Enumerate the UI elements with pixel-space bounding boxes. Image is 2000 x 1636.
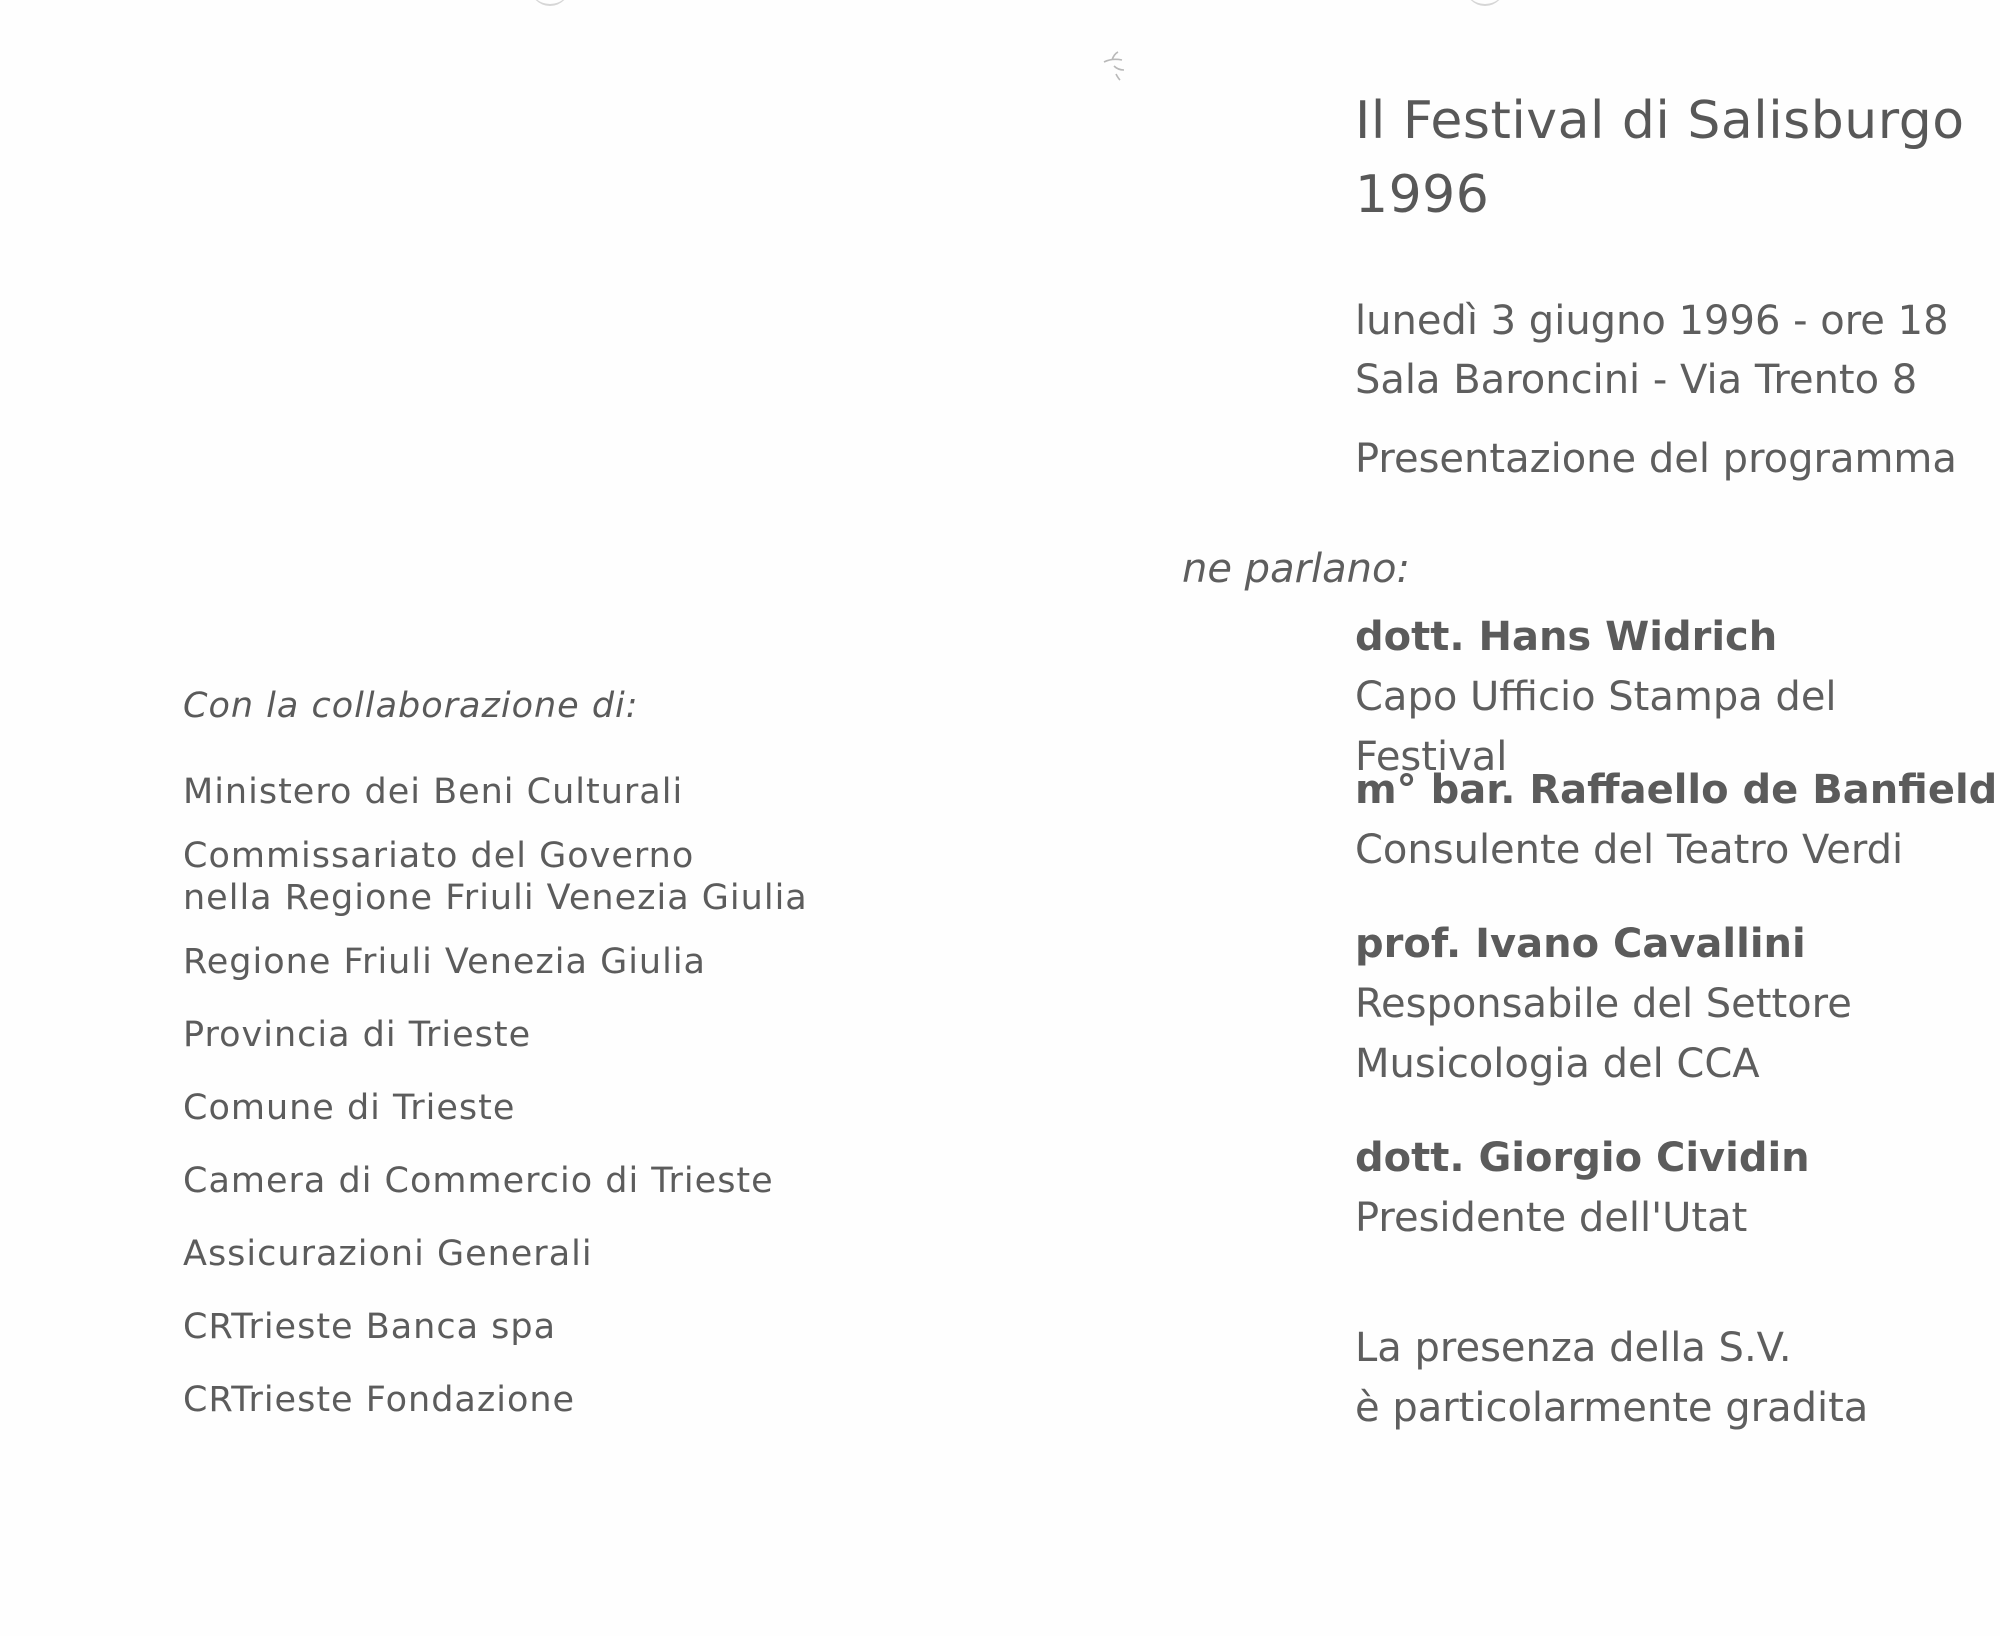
speakers-heading: ne parlano: [1182,546,1410,592]
speaker-entry [1355,914,1852,1094]
speaker-name: dott. Giorgio Cividin [1355,1135,1810,1181]
closing-note: La presenza della S.V. è particolarmente gradita [1355,1325,1869,1431]
top-edge-mark-left [530,0,570,6]
festival-title [1355,84,1965,232]
event-info [1355,292,1949,410]
festival-title-year: 1996 [1355,165,1490,225]
speaker-role: Responsabile del Settore Musicologia del CCA [1355,981,1852,1087]
sprig-icon [1100,48,1128,82]
collaborator-item: Comune di Trieste [183,1088,516,1128]
festival-title-line1: Il Festival di Salisburgo [1355,91,1965,151]
speaker-role: Presidente dell'Utat [1355,1195,1748,1241]
speaker-name: prof. Ivano Cavallini [1355,921,1806,967]
event-venue: Sala Baroncini - Via Trento 8 [1355,357,1918,403]
speaker-name: m° bar. Raffaello de Banfield [1355,767,1998,813]
top-edge-mark-right [1465,0,1505,6]
speaker-role: Capo Ufficio Stampa del Festival [1355,674,1837,780]
collaborator-item: CRTrieste Fondazione [183,1380,576,1420]
collaborator-item: Camera di Commercio di Trieste [183,1161,774,1201]
collaborator-item: Commissariato del Governo nella Regione Friuli Venezia Giulia [183,836,808,918]
speaker-entry [1355,1128,1810,1248]
collaborator-item: Provincia di Trieste [183,1015,532,1055]
collaborator-item: Ministero dei Beni Culturali [183,772,684,812]
speaker-entry [1355,760,1997,880]
collaboration-heading: Con la collaborazione di: [183,686,639,726]
collaborator-item: Assicurazioni Generali [183,1234,593,1274]
collaboration-list [183,771,903,1421]
collaborator-item: CRTrieste Banca spa [183,1307,557,1347]
collaboration-section [183,686,903,1421]
event-date-time: lunedì 3 giugno 1996 - ore 18 [1355,298,1949,344]
collaborator-item: Regione Friuli Venezia Giulia [183,942,706,982]
event-subject: Presentazione del programma [1355,436,1957,482]
speaker-name: dott. Hans Widrich [1355,614,1778,660]
speaker-role: Consulente del Teatro Verdi [1355,827,1904,873]
